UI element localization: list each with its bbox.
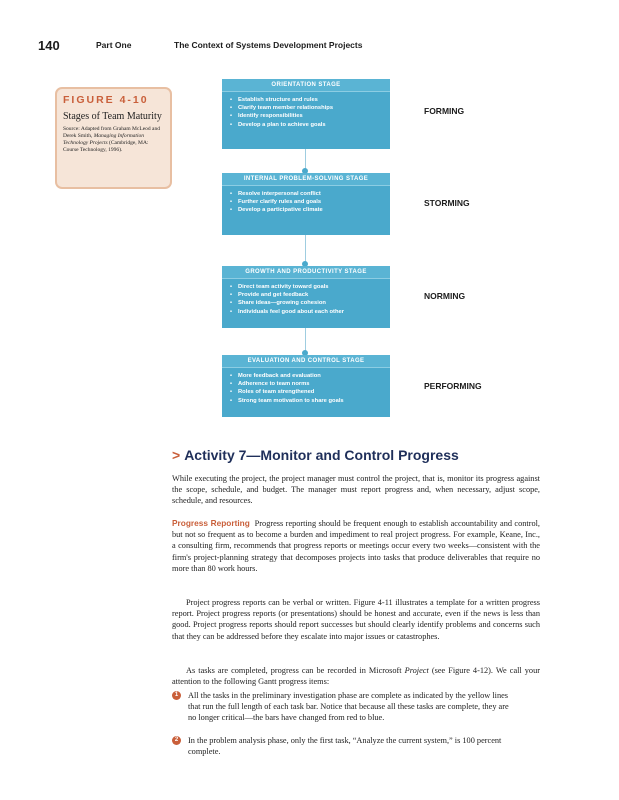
gantt-item-text: All the tasks in the preliminary investigation phase are complete as indicated by the yellow lines that run the full length of each task bar. Notice that because all these tasks are complete, they are no longer critical—the bars have changed from red to blue.: [188, 691, 509, 723]
stage-item: • Strong team motivation to share goals: [238, 397, 390, 405]
gantt-item-text: In the problem analysis phase, only the first task, “Analyze the current system,” is 100 percent complete.: [188, 736, 502, 757]
stage-box-evaluation-control: [222, 355, 390, 417]
stage-item: • Establish structure and rules: [238, 96, 390, 104]
stage-box-orientation: [222, 79, 390, 149]
figure-label: FIGURE 4-10: [63, 94, 149, 106]
page-number: 140: [38, 38, 60, 53]
stage-item: • Clarify team member relationships: [238, 104, 390, 112]
stage-name-norming: NORMING: [424, 291, 466, 301]
stage-item: • Adherence to team norms: [238, 380, 390, 388]
part-label: Part One: [96, 40, 132, 50]
chapter-title: The Context of Systems Development Projects: [174, 40, 363, 50]
number-badge: 1: [172, 691, 181, 700]
stage-item: • Develop a participative climate: [238, 206, 390, 214]
figure-source: Source: Adapted from Graham McLeod and Derek Smith, Managing Information Technology Projects (Cambridge, MA: Course Technology, 1996).: [63, 126, 160, 153]
paragraph-gantt: As tasks are completed, progress can be recorded in Microsoft Project (see Figure 4-12). We call your attention to the following Gantt progress items:: [172, 666, 540, 687]
stage-item: • Direct team activity toward goals: [238, 283, 390, 291]
runin-heading: Progress Reporting: [172, 518, 250, 528]
stage-item: • Develop a plan to achieve goals: [238, 121, 390, 129]
stage-item: • Provide and get feedback: [238, 291, 390, 299]
stage-title: GROWTH AND PRODUCTIVITY STAGE: [222, 266, 390, 279]
paragraph-intro: While executing the project, the project manager must control the project, that is, monitor its progress against the scope, schedule, and budget. The manager must report progress and, when necessary, adjust scope, schedule, and resources.: [172, 474, 540, 506]
stage-item: • Identify responsibilities: [238, 112, 390, 120]
stage-item: • Further clarify rules and goals: [238, 198, 390, 206]
stage-name-performing: PERFORMING: [424, 381, 482, 391]
figure-caption-box: [55, 87, 172, 189]
section-heading: > Activity 7—Monitor and Control Progress: [172, 447, 459, 463]
stage-title: ORIENTATION STAGE: [222, 79, 390, 92]
stage-item: • Individuals feel good about each other: [238, 308, 390, 316]
stage-item: • Roles of team strengthened: [238, 388, 390, 396]
stage-name-forming: FORMING: [424, 106, 465, 116]
paragraph-progress-reporting: Progress Reporting Progress reporting should be frequent enough to establish accountability and control, but not so frequent as to become a burden and impediment to real project progress. For example, Keane, Inc., a consulting firm, recommends that progress reports or meetings occur every two weeks—consistent with the firm's project-planning strategy that decomposes projects into tasks that produce deliverables that require no more than 80 work hours.: [172, 518, 540, 573]
stage-title: EVALUATION AND CONTROL STAGE: [222, 355, 390, 368]
stage-item: • Share ideas—growing cohesion: [238, 299, 390, 307]
stage-items: [222, 96, 390, 129]
stage-item: • Resolve interpersonal conflict: [238, 190, 390, 198]
number-badge: 2: [172, 736, 181, 745]
figure-title: Stages of Team Maturity: [63, 111, 162, 122]
stage-items: [222, 372, 390, 405]
stage-items: [222, 190, 390, 215]
stage-box-internal-problem-solving: [222, 173, 390, 235]
stage-title: INTERNAL PROBLEM-SOLVING STAGE: [222, 173, 390, 186]
stage-name-storming: STORMING: [424, 198, 470, 208]
stage-box-growth-productivity: [222, 266, 390, 328]
paragraph-reports: Project progress reports can be verbal or written. Figure 4-11 illustrates a template for a written progress report. Project progress reports (or presentations) should be honest and accurate, even if the news is less than good. Project progress reports should report successes but should clearly identify problems and concerns such that they can be addressed before they escalate into major issues or catastrophes.: [172, 598, 540, 641]
stage-items: [222, 283, 390, 316]
stage-item: • More feedback and evaluation: [238, 372, 390, 380]
